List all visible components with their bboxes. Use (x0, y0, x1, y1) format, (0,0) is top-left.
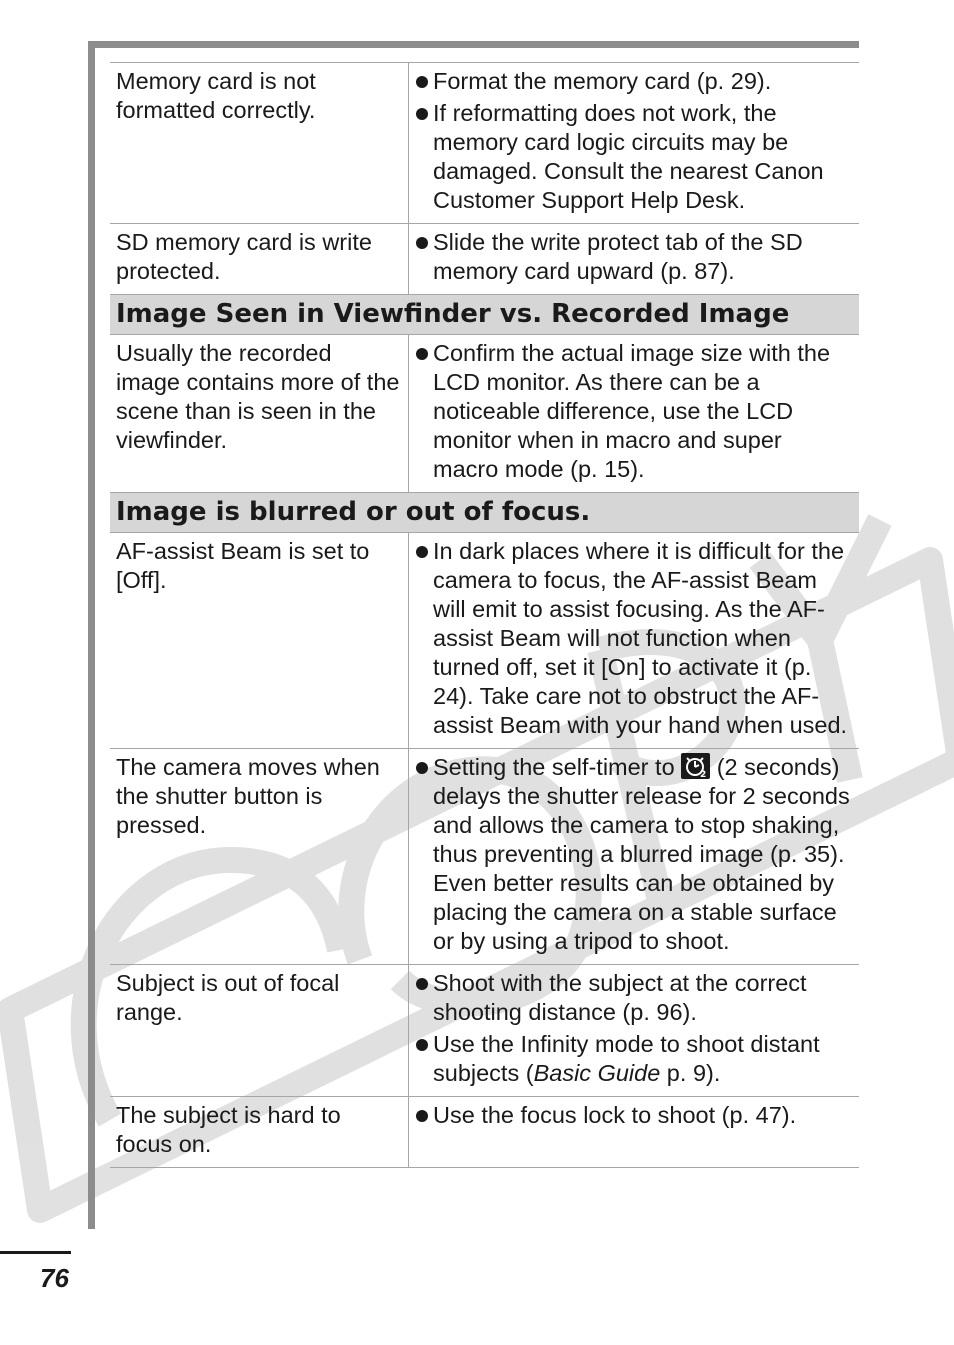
bullet-icon (416, 978, 428, 990)
cause-cell: The camera moves when the shutter button is pressed. (110, 749, 409, 964)
remedy-cell (409, 749, 859, 964)
table-row (110, 1096, 859, 1168)
section-heading-viewfinder: Image Seen in Viewfinder vs. Recorded Image (110, 294, 859, 334)
remedy-cell (409, 533, 859, 748)
table-row (110, 223, 859, 294)
remedy-cell (409, 335, 859, 492)
remedy-item: If reformatting does not work, the memory card logic circuits may be damaged. Consult the nearest Canon Customer Support Help Desk. (416, 99, 853, 215)
table-row (110, 748, 859, 964)
bullet-icon (416, 546, 428, 558)
section-heading-blur: Image is blurred or out of focus. (110, 492, 859, 532)
table-row (110, 62, 859, 223)
table-row (110, 964, 859, 1096)
remedy-cell (409, 224, 859, 294)
bullet-icon (416, 76, 428, 88)
svg-text:2: 2 (700, 770, 707, 779)
remedy-item: Format the memory card (p. 29). (416, 67, 853, 96)
remedy-item: Slide the write protect tab of the SD memory card upward (p. 87). (416, 228, 853, 286)
remedy-item: Shoot with the subject at the correct shooting distance (p. 96). (416, 969, 853, 1027)
self-timer-2sec-icon (681, 753, 710, 779)
remedy-item: In dark places where it is difficult for the camera to focus, the AF-assist Beam will emit to assist focusing. As the AF-assist Beam will not function when turned off, set it [On] to activate it (p. 24). Take care not to obstruct the AF-assist Beam with your hand when used. (416, 537, 853, 740)
table-row (110, 532, 859, 748)
left-rule (88, 41, 95, 1229)
remedy-item: Use the Infinity mode to shoot distant subjects (Basic Guide p. 9). (416, 1030, 853, 1088)
remedy-item: Use the focus lock to shoot (p. 47). (416, 1101, 853, 1130)
basic-guide-ref: Basic Guide (533, 1060, 661, 1086)
bullet-icon (416, 762, 428, 774)
troubleshooting-table (110, 62, 859, 1168)
table-row (110, 334, 859, 492)
bullet-icon (416, 237, 428, 249)
bullet-icon (416, 108, 428, 120)
page-number-rule (0, 1251, 71, 1254)
cause-cell: AF-assist Beam is set to [Off]. (110, 533, 409, 748)
remedy-cell (409, 1097, 859, 1167)
cause-cell: Subject is out of focal range. (110, 965, 409, 1096)
cause-cell: Usually the recorded image contains more of the scene than is seen in the viewfinder. (110, 335, 409, 492)
bullet-icon (416, 1039, 428, 1051)
top-rule (88, 41, 859, 48)
cause-cell: Memory card is not formatted correctly. (110, 63, 409, 223)
remedy-cell (409, 63, 859, 223)
bullet-icon (416, 348, 428, 360)
page-number: 76 (40, 1263, 69, 1293)
cause-cell: The subject is hard to focus on. (110, 1097, 409, 1167)
remedy-item: Setting the self-timer to 2 (2 seconds) delays the shutter release for 2 seconds and allows the camera to stop shaking, thus preventing a blurred image (p. 35). Even better results can be obtained by placing the camera on a stable surface or by using a tripod to shoot. (416, 753, 853, 956)
remedy-item: Confirm the actual image size with the LCD monitor. As there can be a noticeable difference, use the LCD monitor when in macro and super macro mode (p. 15). (416, 339, 853, 484)
cause-cell: SD memory card is write protected. (110, 224, 409, 294)
bullet-icon (416, 1110, 428, 1122)
remedy-cell (409, 965, 859, 1096)
